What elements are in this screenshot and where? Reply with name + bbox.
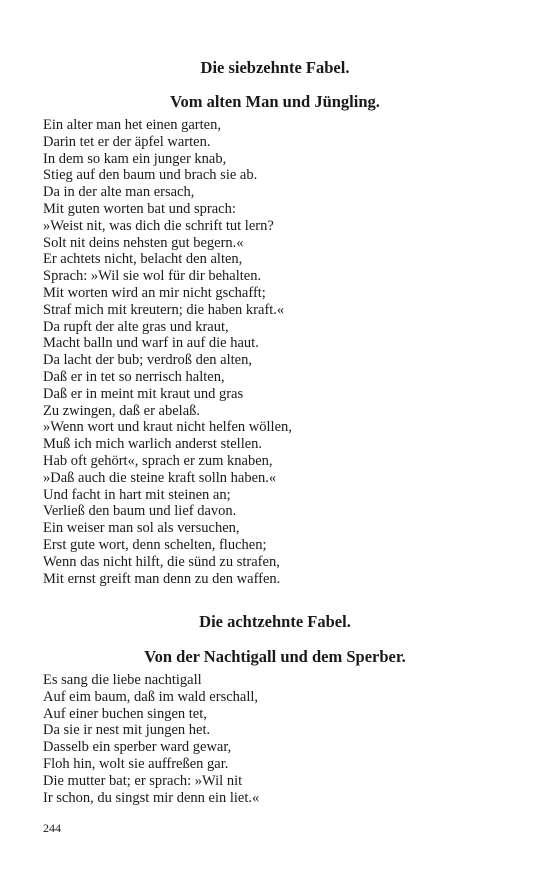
verse-line: Ein alter man het einen garten,	[43, 117, 221, 133]
verse-line: Sprach: »Wil sie wol für dir behalten.	[43, 268, 262, 285]
verse-line: Erst gute wort, denn schelten, fluchen;	[43, 536, 267, 553]
verse-line: Da sie ir nest mit jungen het.	[43, 722, 211, 739]
verse-line: »Wenn wort und kraut nicht helfen wöllen,	[43, 419, 292, 436]
verse-line: Muß ich mich warlich anderst stellen.	[43, 436, 263, 453]
verse-line: Dasselb ein sperber ward gewar,	[43, 739, 232, 756]
verse-line: Mit ernst greift man denn zu den waffen.	[43, 570, 281, 587]
verse-line: Straf mich mit kreutern; die haben kraft.«	[43, 301, 285, 318]
verse-line: Darin tet er der äpfel warten.	[43, 133, 211, 150]
verse-line: Verließ den baum und lief davon.	[43, 503, 237, 520]
verse-line: Macht balln und warf in auf die haut.	[43, 335, 259, 352]
verse-line: Und facht in hart mit steinen an;	[43, 486, 231, 503]
poem-verse-block	[43, 672, 259, 806]
verse-line: Stieg auf den baum und brach sie ab.	[43, 167, 258, 184]
verse-line: Solt nit deins nehsten gut begern.«	[43, 234, 244, 251]
verse-line: Mit worten wird an mir nicht gschafft;	[43, 284, 266, 301]
verse-line: Auf einer buchen singen tet,	[43, 705, 207, 722]
verse-line: Daß er in meint mit kraut und gras	[43, 385, 244, 402]
verse-line: Er achtets nicht, belacht den alten,	[43, 251, 243, 268]
verse-line: Da lacht der bub; verdroß den alten,	[43, 352, 252, 369]
page-number: 244	[43, 821, 61, 835]
verse-line: Zu zwingen, daß er abelaß.	[43, 402, 201, 419]
verse-line: Daß er in tet so nerrisch halten,	[43, 368, 225, 385]
verse-line: Ein weiser man sol als versuchen,	[43, 520, 240, 537]
verse-line: Da in der alte man ersach,	[43, 184, 195, 201]
verse-line: Hab oft gehört«, sprach er zum knaben,	[43, 452, 273, 469]
poem-verse-block	[43, 117, 292, 587]
verse-line: Ir schon, du singst mir denn ein liet.«	[43, 789, 260, 806]
verse-line: Mit guten worten bat und sprach:	[43, 200, 236, 217]
verse-line: Auf eim baum, daß im wald erschall,	[43, 688, 259, 705]
fable-title: Vom alten Man und Jüngling.	[170, 92, 380, 111]
fable-number-heading: Die siebzehnte Fabel.	[200, 58, 350, 77]
verse-line: Da rupft der alte gras und kraut,	[43, 318, 229, 335]
verse-line: Die mutter bat; er sprach: »Wil nit	[43, 772, 243, 789]
verse-line: »Daß auch die steine kraft solln haben.«	[43, 469, 277, 486]
fable-number-heading: Die achtzehnte Fabel.	[199, 612, 351, 631]
verse-line: Floh hin, wolt sie auffreßen gar.	[43, 755, 229, 772]
verse-line: Es sang die liebe nachtigall	[43, 672, 202, 688]
verse-line: »Weist nit, was dich die schrift tut lern?	[43, 217, 274, 234]
verse-line: Wenn das nicht hilft, die sünd zu strafen,	[43, 553, 280, 570]
verse-line: In dem so kam ein junger knab,	[43, 150, 227, 167]
fable-title: Von der Nachtigall und dem Sperber.	[144, 647, 406, 666]
